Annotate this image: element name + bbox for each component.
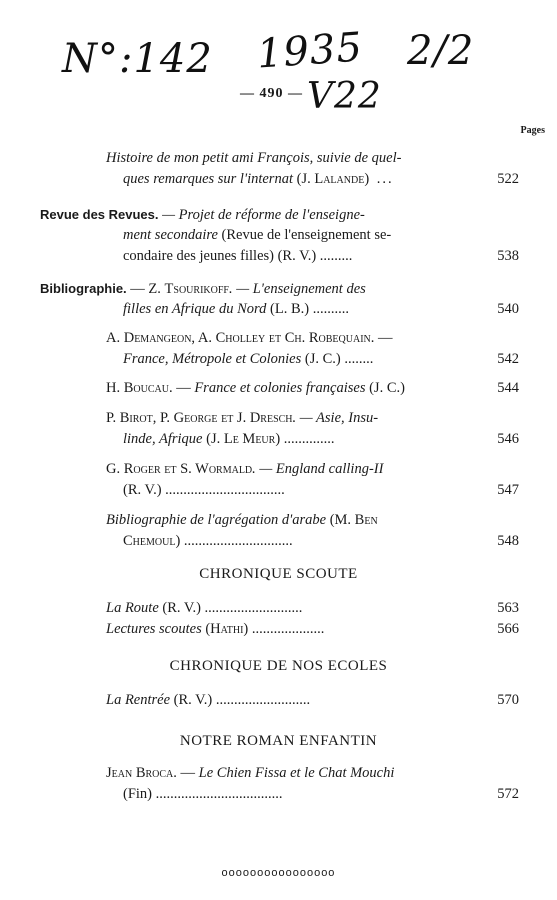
page-ref: 544 xyxy=(497,380,519,396)
toc-entry: Revue des Revues. — Projet de réforme de l'enseigne- ment secondaire (Revue de l'enseignement se- condaire des jeunes filles) (R. V.) ......... 538 xyxy=(0,204,557,267)
page-ref: 547 xyxy=(497,482,519,498)
page-number: — 490 — xyxy=(240,86,303,101)
section-head: Bibliographie. xyxy=(40,281,127,296)
pages-column-label: Pages xyxy=(520,125,545,136)
section-title: CHRONIQUE SCOUTE xyxy=(199,566,358,582)
page-ref: 522 xyxy=(497,171,519,187)
page-ref: 542 xyxy=(497,351,519,367)
page-ref: 566 xyxy=(497,621,519,637)
ornament-divider: oooooooooooooooo xyxy=(221,867,336,879)
toc-entry: P. Birot, P. George et J. Dresch. — Asie, Insu- linde, Afrique (J. Le Meur) .............. 546 xyxy=(0,408,557,450)
toc-entry: Histoire de mon petit ami François, suivie de quel- ques remarques sur l'internat (J. Lalande) ... 522 xyxy=(0,148,557,190)
page-ref: 540 xyxy=(497,301,519,317)
toc-entry: Jean Broca. — Le Chien Fissa et le Chat Mouchi (Fin) ................................... 572 xyxy=(0,763,557,805)
handwritten-volume: V22 xyxy=(307,76,382,117)
page-ref: 572 xyxy=(497,786,519,802)
section-title: NOTRE ROMAN ENFANTIN xyxy=(179,733,378,749)
page-ref: 538 xyxy=(497,248,519,264)
toc-entry: G. Roger et S. Wormald. — England calling-II (R. V.) ................................. 547 xyxy=(0,459,557,501)
toc-entry: La Rentrée (R. V.) .......................... 570 xyxy=(0,690,557,711)
section-head: Revue des Revues. xyxy=(40,207,159,222)
handwritten-year: 1935 xyxy=(255,24,365,78)
page-ref: 563 xyxy=(497,600,519,616)
section-title: CHRONIQUE DE NOS ECOLES xyxy=(169,658,388,674)
page-ref: 570 xyxy=(497,692,519,708)
toc-entry: Bibliographie de l'agrégation d'arabe (M. Ben Chemoul) .............................. 548 xyxy=(0,510,557,552)
toc-entry: Bibliographie. — Z. Tsourikoff. — L'enseignement des filles en Afrique du Nord (L. B.) .......... 540 xyxy=(0,278,557,320)
page-ref: 548 xyxy=(497,533,519,549)
toc-entry: La Route (R. V.) ........................... 563 Lectures scoutes (Hathi) .................... 566 xyxy=(0,598,557,640)
handwritten-number: N°:142 xyxy=(62,36,213,82)
toc-entry: A. Demangeon, A. Cholley et Ch. Robequain. — France, Métropole et Colonies (J. C.) ........ 542 xyxy=(0,328,557,370)
page-ref: 546 xyxy=(497,431,519,447)
handwritten-fraction: 2/2 xyxy=(407,28,475,74)
toc-entry: H. Boucau. — France et colonies françaises (J. C.) 544 xyxy=(0,378,557,399)
